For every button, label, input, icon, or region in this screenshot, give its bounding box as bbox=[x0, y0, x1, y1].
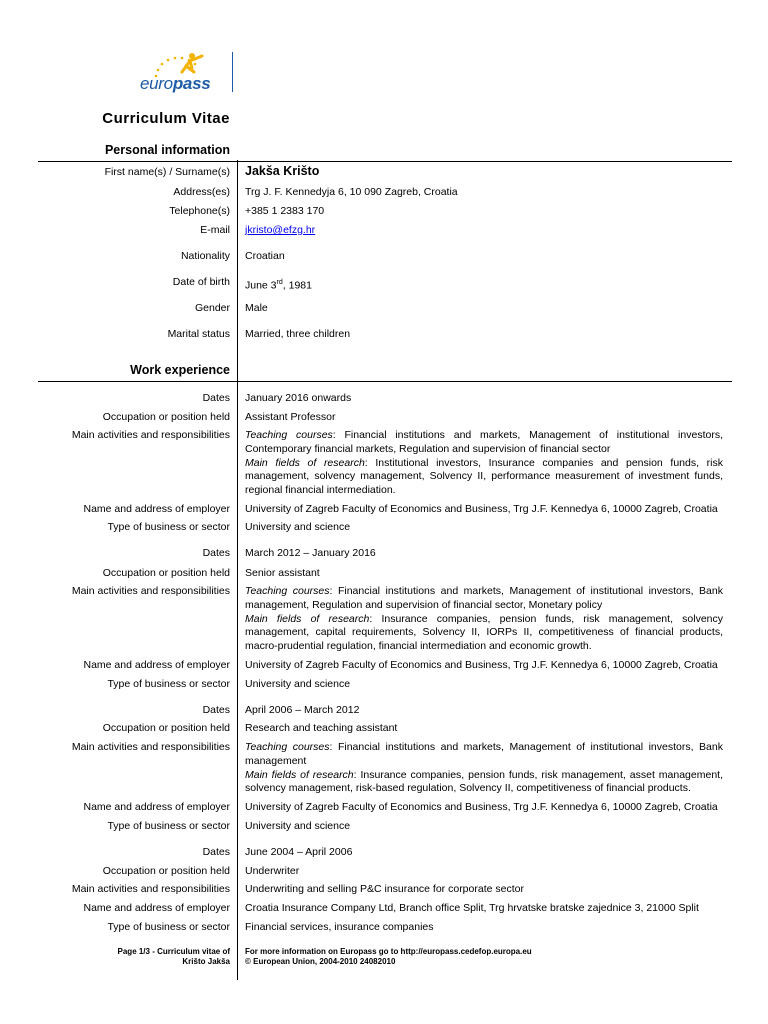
occupation-label: Occupation or position held bbox=[102, 567, 230, 579]
entry-dates: June 2004 – April 2006 bbox=[245, 846, 353, 858]
full-name: Jakša Krišto bbox=[245, 164, 320, 178]
entry-occupation: Underwriter bbox=[245, 865, 300, 877]
gender-label: Gender bbox=[194, 302, 230, 314]
occupation-label: Occupation or position held bbox=[102, 722, 230, 734]
email-value bbox=[245, 224, 723, 238]
business-label: Type of business or sector bbox=[107, 521, 230, 533]
dates-label: Dates bbox=[202, 547, 230, 559]
activities-label: Main activities and responsibilities bbox=[71, 741, 230, 753]
entry-dates: April 2006 – March 2012 bbox=[245, 704, 360, 716]
entry-occupation: Senior assistant bbox=[245, 567, 320, 579]
dates-label: Dates bbox=[202, 846, 230, 858]
entry-activities: Underwriting and selling P&C insurance for corporate sector bbox=[245, 883, 524, 895]
occupation-label: Occupation or position held bbox=[102, 411, 230, 423]
email-label: E-mail bbox=[200, 224, 230, 236]
personal-info-heading: Personal information bbox=[104, 143, 230, 157]
activities-label: Main activities and responsibilities bbox=[71, 429, 230, 441]
entry-business: University and science bbox=[245, 820, 351, 832]
entry-employer: Croatia Insurance Company Ltd, Branch office Split, Trg hrvatske bratske zajednice 3, 21000 Split bbox=[245, 902, 699, 914]
entry-dates: March 2012 – January 2016 bbox=[245, 547, 376, 559]
work-experience-heading: Work experience bbox=[130, 363, 230, 377]
activities-label: Main activities and responsibilities bbox=[71, 883, 230, 895]
dob-label: Date of birth bbox=[172, 276, 230, 288]
activities-label: Main activities and responsibilities bbox=[71, 585, 230, 597]
logo-rule bbox=[232, 52, 233, 92]
telephone-value: +385 1 2383 170 bbox=[245, 205, 325, 217]
europass-wordmark: europass bbox=[140, 74, 211, 93]
marital-label: Marital status bbox=[167, 328, 230, 340]
entry-business: Financial services, insurance companies bbox=[245, 921, 434, 933]
footer-europass-info: For more information on Europass go to http://europass.cedefop.europa.eu © European Union, 2004-2010 24082010 bbox=[245, 947, 532, 966]
telephone-label: Telephone(s) bbox=[169, 205, 230, 217]
name-label: First name(s) / Surname(s) bbox=[104, 166, 230, 178]
gender-value: Male bbox=[245, 302, 268, 314]
entry-occupation: Research and teaching assistant bbox=[245, 722, 398, 734]
employer-label: Name and address of employer bbox=[83, 659, 230, 671]
entry-business: University and science bbox=[245, 678, 351, 690]
nationality-label: Nationality bbox=[180, 250, 230, 262]
employer-label: Name and address of employer bbox=[83, 902, 230, 914]
page-title: Curriculum Vitae bbox=[102, 110, 230, 127]
europass-logo bbox=[132, 52, 234, 100]
nationality-value: Croatian bbox=[245, 250, 285, 262]
business-label: Type of business or sector bbox=[107, 678, 230, 690]
dates-label: Dates bbox=[202, 704, 230, 716]
entry-activities: Teaching courses: Financial institutions and markets, Management of institutional investors, Bank management, Regulation and supervision of financial sector, Monetary policy Main fields of research: Insurance companies, pension funds, risk management, solvency management, capital requirements, Solvency II, IORPs II, competitiveness of financial products, macro-prudential regulation, financial intermediation and economic growth. bbox=[245, 585, 723, 653]
employer-label: Name and address of employer bbox=[83, 503, 230, 515]
entry-business: University and science bbox=[245, 521, 351, 533]
dates-label: Dates bbox=[202, 392, 230, 404]
address-value: Trg J. F. Kennedyja 6, 10 090 Zagreb, Croatia bbox=[245, 186, 458, 198]
occupation-label: Occupation or position held bbox=[102, 865, 230, 877]
address-label: Address(es) bbox=[173, 186, 230, 198]
footer-page-info: Page 1/3 - Curriculum vitae of Krišto Jakša bbox=[117, 947, 230, 966]
entry-activities: Teaching courses: Financial institutions and markets, Management of institutional investors, Bank management Main fields of research: Insurance companies, pension funds, risk management, asset management, solvency management, risk-based regulation, Solvency II, competitiveness of financial products. bbox=[245, 741, 723, 795]
entry-dates: January 2016 onwards bbox=[245, 392, 352, 404]
column-divider bbox=[237, 160, 238, 980]
dob-value: June 3rd, 1981 bbox=[245, 279, 312, 292]
business-label: Type of business or sector bbox=[107, 820, 230, 832]
marital-value: Married, three children bbox=[245, 328, 351, 340]
entry-occupation: Assistant Professor bbox=[245, 411, 336, 423]
email-link[interactable]: jkristo@efzg.hr bbox=[245, 224, 316, 236]
entry-employer: University of Zagreb Faculty of Economics and Business, Trg J.F. Kennedya 6, 10000 Zagreb, Croatia bbox=[245, 503, 718, 515]
entry-employer: University of Zagreb Faculty of Economics and Business, Trg J.F. Kennedya 6, 10000 Zagreb, Croatia bbox=[245, 801, 718, 813]
section-divider bbox=[38, 381, 732, 382]
employer-label: Name and address of employer bbox=[83, 801, 230, 813]
business-label: Type of business or sector bbox=[107, 921, 230, 933]
section-divider bbox=[38, 161, 732, 162]
entry-employer: University of Zagreb Faculty of Economics and Business, Trg J.F. Kennedya 6, 10000 Zagreb, Croatia bbox=[245, 659, 718, 671]
entry-activities: Teaching courses: Financial institutions and markets, Management of institutional investors, Contemporary financial markets, Regulation and supervision of financial sector Main fields of research: Institutional investors, Insurance companies and pension funds, risk management, solvency management, Solvency II, performance measurement of investment funds, regional financial intermediation. bbox=[245, 429, 723, 497]
